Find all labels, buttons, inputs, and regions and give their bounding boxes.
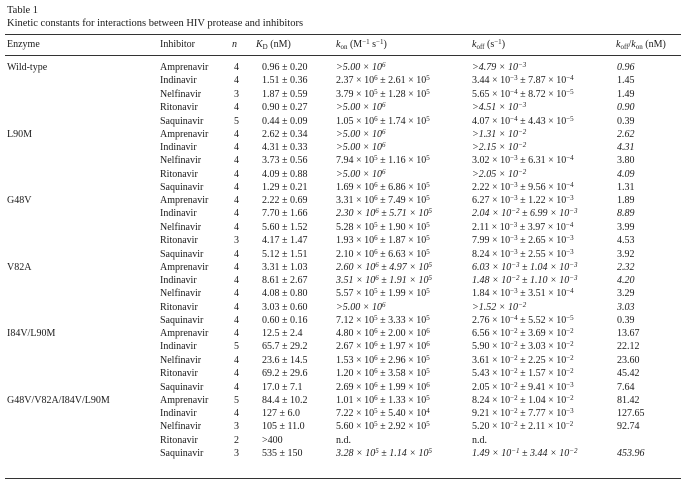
kd-cell: 1.87 ± 0.59: [262, 88, 308, 100]
kd-cell: 5.12 ± 1.51: [262, 248, 308, 260]
koff-cell: $5.65 \times 10^{-4} \pm 8.72 \times 10^{-5}$: [472, 87, 574, 100]
header-rule: [5, 55, 681, 56]
inhibitor-cell: Indinavir: [160, 341, 197, 353]
header-inhibitor: Inhibitor: [160, 39, 195, 50]
ratio-cell: 8.89: [617, 208, 635, 220]
koff-cell: $>2.15 \times 10^{-2}$: [472, 140, 527, 153]
inhibitor-cell: Saquinavir: [160, 315, 204, 327]
koff-cell: $3.02 \times 10^{-3} \pm 6.31 \times 10^{-4}$: [472, 154, 574, 167]
n-cell: 4: [234, 182, 239, 194]
table-label: Table 1: [7, 5, 39, 16]
kon-cell: $1.53 \times 10^6 \pm 2.96 \times 10^5$: [336, 353, 430, 366]
ratio-cell: 81.42: [617, 394, 640, 406]
inhibitor-cell: Indinavir: [160, 208, 197, 220]
n-cell: 4: [234, 195, 239, 206]
koff-cell: $2.11 \times 10^{-3} \pm 3.97 \times 10^{-4}$: [472, 220, 574, 233]
enzyme-label: G48V: [7, 195, 32, 206]
kon-cell: $3.51 \times 10^6 \pm 1.91 \times 10^5$: [336, 273, 432, 286]
koff-cell: $2.76 \times 10^{-4} \pm 5.52 \times 10^{-5}$: [472, 314, 574, 327]
inhibitor-cell: Saquinavir: [160, 448, 204, 460]
ratio-cell: 92.74: [617, 421, 640, 433]
ratio-cell: 13.67: [617, 328, 640, 339]
table-caption: [7, 4, 303, 30]
inhibitor-cell: Ritonavir: [160, 168, 198, 180]
kon-cell: $4.80 \times 10^6 \pm 2.00 \times 10^6$: [336, 327, 430, 339]
kd-cell: 3.03 ± 0.60: [262, 301, 308, 313]
kd-cell: 0.60 ± 0.16: [262, 315, 308, 327]
n-cell: 4: [234, 208, 239, 220]
n-cell: 3: [234, 88, 239, 100]
kd-cell: >400: [262, 434, 283, 446]
kon-cell: $3.31 \times 10^6 \pm 7.49 \times 10^5$: [336, 194, 430, 206]
n-cell: 5: [234, 341, 239, 353]
header-ratio: $k_{off}/k_{on}$ (nM): [616, 39, 666, 51]
kd-cell: 4.17 ± 1.47: [262, 235, 308, 247]
inhibitor-cell: Amprenavir: [160, 328, 209, 339]
n-cell: 4: [234, 381, 239, 393]
koff-cell: $3.44 \times 10^{-3} \pm 7.87 \times 10^{-4}$: [472, 74, 574, 87]
inhibitor-cell: Amprenavir: [160, 394, 209, 406]
koff-cell: $>4.79 \times 10^{-3}$: [472, 61, 527, 73]
koff-cell: $2.05 \times 10^{-2} \pm 9.41 \times 10^{-3}$: [472, 380, 574, 393]
kd-cell: 3.73 ± 0.56: [262, 155, 308, 167]
kd-cell: 17.0 ± 7.1: [262, 381, 303, 393]
inhibitor-cell: Nelfinavir: [160, 88, 202, 100]
inhibitor-cell: Ritonavir: [160, 434, 198, 446]
koff-cell: $6.27 \times 10^{-3} \pm 1.22 \times 10^{-3}$: [472, 194, 574, 206]
kon-cell: $2.60 \times 10^6 \pm 4.97 \times 10^5$: [336, 260, 432, 273]
ratio-cell: 1.49: [617, 88, 635, 100]
n-cell: 4: [234, 407, 239, 419]
kd-cell: 65.7 ± 29.2: [262, 341, 308, 353]
kon-cell: n.d.: [336, 434, 351, 446]
kd-cell: 4.08 ± 0.80: [262, 288, 308, 300]
ratio-cell: 23.60: [617, 354, 640, 366]
kd-cell: 0.44 ± 0.09: [262, 115, 308, 127]
inhibitor-cell: Ritonavir: [160, 301, 198, 313]
n-cell: 4: [234, 221, 239, 233]
n-cell: 4: [234, 274, 239, 286]
kd-cell: 535 ± 150: [262, 448, 303, 460]
ratio-cell: 4.53: [617, 235, 635, 247]
koff-cell: n.d.: [472, 434, 487, 446]
koff-cell: $4.07 \times 10^{-4} \pm 4.43 \times 10^{-5}$: [472, 114, 574, 127]
inhibitor-cell: Nelfinavir: [160, 288, 202, 300]
koff-cell: $6.56 \times 10^{-2} \pm 3.69 \times 10^{-2}$: [472, 327, 574, 339]
n-cell: 3: [234, 235, 239, 247]
kd-cell: 0.90 ± 0.27: [262, 102, 308, 114]
kd-cell: 127 ± 6.0: [262, 407, 300, 419]
kon-cell: $1.01 \times 10^6 \pm 1.33 \times 10^5$: [336, 393, 430, 406]
koff-cell: $5.20 \times 10^{-2} \pm 2.11 \times 10^{-2}$: [472, 420, 574, 433]
kon-cell: $3.79 \times 10^5 \pm 1.28 \times 10^5$: [336, 87, 430, 100]
n-cell: 4: [234, 75, 239, 87]
koff-cell: $2.04 \times 10^{-2} \pm 6.99 \times 10^{-3}$: [472, 207, 578, 220]
ratio-cell: 0.90: [617, 102, 635, 114]
ratio-cell: 3.80: [617, 155, 635, 167]
kd-cell: 69.2 ± 29.6: [262, 368, 308, 380]
ratio-cell: 1.89: [617, 195, 635, 206]
inhibitor-cell: Nelfinavir: [160, 354, 202, 366]
n-cell: 5: [234, 115, 239, 127]
n-cell: 3: [234, 421, 239, 433]
kd-cell: 2.22 ± 0.69: [262, 195, 308, 206]
top-rule: [5, 34, 681, 35]
kd-cell: 4.31 ± 0.33: [262, 141, 308, 153]
ratio-cell: 4.09: [617, 168, 635, 180]
kon-cell: $>5.00 \times 10^6$: [336, 101, 386, 114]
header-koff: $k_{off}$ $(s^{-1})$: [472, 38, 506, 51]
header-kon: $k_{on}$ ($M^{-1}$ $s^{-1}$): [336, 38, 387, 51]
koff-cell: $7.99 \times 10^{-3} \pm 2.65 \times 10^{-3}$: [472, 234, 574, 247]
koff-cell: $6.03 \times 10^{-3} \pm 1.04 \times 10^{-3}$: [472, 260, 578, 273]
kd-cell: 84.4 ± 10.2: [262, 394, 308, 406]
table-title: Kinetic constants for interactions between HIV protease and inhibitors: [7, 18, 304, 29]
inhibitor-cell: Ritonavir: [160, 102, 198, 114]
koff-cell: $1.49 \times 10^{-1} \pm 3.44 \times 10^{-2}$: [472, 447, 578, 460]
kd-cell: 3.31 ± 1.03: [262, 261, 308, 273]
inhibitor-cell: Saquinavir: [160, 248, 204, 260]
ratio-cell: 0.39: [617, 115, 635, 127]
enzyme-label: G48V/V82A/I84V/L90M: [7, 394, 110, 406]
inhibitor-cell: Amprenavir: [160, 62, 209, 73]
inhibitor-cell: Indinavir: [160, 141, 197, 153]
kon-cell: $>5.00 \times 10^6$: [336, 167, 386, 180]
koff-cell: $>2.05 \times 10^{-2}$: [472, 167, 527, 180]
inhibitor-cell: Saquinavir: [160, 182, 204, 194]
koff-cell: $1.84 \times 10^{-3} \pm 3.51 \times 10^{-4}$: [472, 287, 574, 300]
n-cell: 4: [234, 62, 239, 73]
inhibitor-cell: Saquinavir: [160, 381, 204, 393]
kon-cell: $2.10 \times 10^6 \pm 6.63 \times 10^5$: [336, 247, 430, 260]
kd-cell: 8.61 ± 2.67: [262, 274, 308, 286]
koff-cell: $9.21 \times 10^{-2} \pm 7.77 \times 10^{-3}$: [472, 406, 574, 419]
enzyme-label: V82A: [7, 261, 32, 273]
inhibitor-cell: Nelfinavir: [160, 155, 202, 167]
inhibitor-cell: Indinavir: [160, 75, 197, 87]
n-cell: 4: [234, 368, 239, 380]
koff-cell: $>4.51 \times 10^{-3}$: [472, 101, 527, 114]
ratio-cell: 7.64: [617, 381, 635, 393]
koff-cell: $5.43 \times 10^{-2} \pm 1.57 \times 10^{-2}$: [472, 367, 574, 380]
n-cell: 4: [234, 301, 239, 313]
ratio-cell: 1.31: [617, 182, 635, 194]
header-enzyme: Enzyme: [7, 39, 40, 50]
ratio-cell: 4.20: [617, 274, 635, 286]
kd-cell: 1.29 ± 0.21: [262, 182, 308, 194]
enzyme-label: L90M: [7, 128, 32, 140]
ratio-cell: 3.03: [617, 301, 635, 313]
n-cell: 4: [234, 248, 239, 260]
kon-cell: $>5.00 \times 10^6$: [336, 127, 386, 140]
ratio-cell: 0.96: [617, 62, 635, 73]
ratio-cell: 0.39: [617, 315, 635, 327]
inhibitor-cell: Amprenavir: [160, 195, 209, 206]
inhibitor-cell: Indinavir: [160, 274, 197, 286]
ratio-cell: 1.45: [617, 75, 635, 87]
n-cell: 4: [234, 155, 239, 167]
n-cell: 5: [234, 394, 239, 406]
kon-cell: $3.28 \times 10^5 \pm 1.14 \times 10^5$: [336, 447, 432, 460]
n-cell: 4: [234, 315, 239, 327]
kon-cell: $2.69 \times 10^6 \pm 1.99 \times 10^6$: [336, 380, 430, 393]
enzyme-label: Wild-type: [7, 62, 48, 73]
kd-cell: 23.6 ± 14.5: [262, 354, 308, 366]
inhibitor-cell: Ritonavir: [160, 235, 198, 247]
kon-cell: $2.67 \times 10^6 \pm 1.97 \times 10^6$: [336, 340, 430, 353]
kon-cell: $7.94 \times 10^5 \pm 1.16 \times 10^5$: [336, 154, 430, 167]
ratio-cell: 22.12: [617, 341, 640, 353]
n-cell: 4: [234, 354, 239, 366]
n-cell: 4: [234, 128, 239, 140]
ratio-cell: 2.32: [617, 261, 635, 273]
kon-cell: $2.37 \times 10^6 \pm 2.61 \times 10^5$: [336, 74, 430, 87]
n-cell: 3: [234, 448, 239, 460]
kon-cell: $7.12 \times 10^5 \pm 3.33 \times 10^5$: [336, 314, 430, 327]
koff-cell: $>1.31 \times 10^{-2}$: [472, 127, 527, 140]
kon-cell: $7.22 \times 10^5 \pm 5.40 \times 10^4$: [336, 406, 430, 419]
ratio-cell: 2.62: [617, 128, 635, 140]
koff-cell: $2.22 \times 10^{-3} \pm 9.56 \times 10^{-4}$: [472, 181, 574, 194]
koff-cell: $5.90 \times 10^{-2} \pm 3.03 \times 10^{-2}$: [472, 340, 574, 353]
inhibitor-cell: Amprenavir: [160, 261, 209, 273]
kd-cell: 5.60 ± 1.52: [262, 221, 308, 233]
kon-cell: $5.57 \times 10^5 \pm 1.99 \times 10^5$: [336, 287, 430, 300]
kon-cell: $>5.00 \times 10^6$: [336, 140, 386, 153]
koff-cell: $>1.52 \times 10^{-2}$: [472, 300, 527, 313]
koff-cell: $3.61 \times 10^{-2} \pm 2.25 \times 10^{-2}$: [472, 353, 574, 366]
kon-cell: $1.05 \times 10^6 \pm 1.74 \times 10^5$: [336, 114, 430, 127]
kon-cell: $2.30 \times 10^6 \pm 5.71 \times 10^5$: [336, 207, 432, 220]
kd-cell: 2.62 ± 0.34: [262, 128, 308, 140]
kd-cell: 1.51 ± 0.36: [262, 75, 308, 87]
ratio-cell: 3.92: [617, 248, 635, 260]
n-cell: 2: [234, 434, 239, 446]
kon-cell: $5.60 \times 10^5 \pm 2.92 \times 10^5$: [336, 420, 430, 433]
kon-cell: $>5.00 \times 10^6$: [336, 300, 386, 313]
ratio-cell: 4.31: [617, 141, 635, 153]
n-cell: 4: [234, 261, 239, 273]
kd-cell: 0.96 ± 0.20: [262, 62, 308, 73]
enzyme-label: I84V/L90M: [7, 328, 56, 339]
kd-cell: 105 ± 11.0: [262, 421, 305, 433]
ratio-cell: 453.96: [617, 448, 645, 460]
inhibitor-cell: Ritonavir: [160, 368, 198, 380]
kon-cell: $1.69 \times 10^6 \pm 6.86 \times 10^5$: [336, 181, 430, 194]
kon-cell: $>5.00 \times 10^6$: [336, 61, 386, 73]
n-cell: 4: [234, 328, 239, 339]
kon-cell: $1.20 \times 10^6 \pm 3.58 \times 10^5$: [336, 367, 430, 380]
n-cell: 4: [234, 102, 239, 114]
ratio-cell: 3.29: [617, 288, 635, 300]
n-cell: 4: [234, 141, 239, 153]
koff-cell: $8.24 \times 10^{-2} \pm 1.04 \times 10^{-2}$: [472, 393, 574, 406]
header-kd: $K_D$ (nM): [256, 39, 291, 51]
ratio-cell: 45.42: [617, 368, 640, 380]
bottom-rule: [5, 478, 681, 479]
inhibitor-cell: Saquinavir: [160, 115, 204, 127]
inhibitor-cell: Nelfinavir: [160, 421, 202, 433]
n-cell: 4: [234, 168, 239, 180]
kd-cell: 4.09 ± 0.88: [262, 168, 308, 180]
kon-cell: $5.28 \times 10^5 \pm 1.90 \times 10^5$: [336, 220, 430, 233]
ratio-cell: 3.99: [617, 221, 635, 233]
kd-cell: 7.70 ± 1.66: [262, 208, 308, 220]
n-cell: 4: [234, 288, 239, 300]
ratio-cell: 127.65: [617, 407, 645, 419]
inhibitor-cell: Indinavir: [160, 407, 197, 419]
kon-cell: $1.93 \times 10^6 \pm 1.87 \times 10^5$: [336, 234, 430, 247]
koff-cell: $1.48 \times 10^{-2} \pm 1.10 \times 10^{-3}$: [472, 273, 578, 286]
inhibitor-cell: Nelfinavir: [160, 221, 202, 233]
kd-cell: 12.5 ± 2.4: [262, 328, 303, 339]
koff-cell: $8.24 \times 10^{-3} \pm 2.55 \times 10^{-3}$: [472, 247, 574, 260]
inhibitor-cell: Amprenavir: [160, 128, 209, 140]
header-n: n: [232, 39, 237, 50]
